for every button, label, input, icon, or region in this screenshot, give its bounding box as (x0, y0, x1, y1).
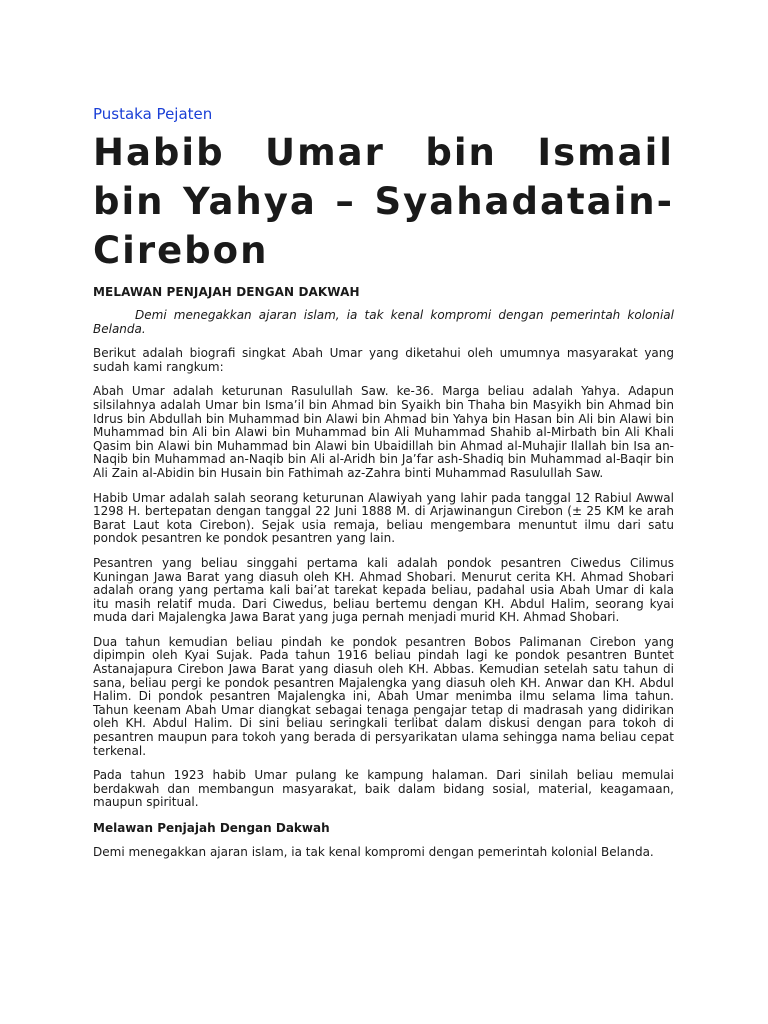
paragraph-birth: Habib Umar adalah salah seorang keturunan Alawiyah yang lahir pada tanggal 12 Rabiul Awwal 1298 H. bertepatan dengan tanggal 22 Juni 1888 M. di Arjawinangun Cirebon (± 25 KM ke arah Barat Laut kota Cirebon). Sejak usia remaja, beliau mengembara menuntut ilmu dari satu pondok pesantren ke pondok pesantren yang lain. (93, 490, 674, 546)
article-subheading: MELAWAN PENJAJAH DENGAN DAKWAH (93, 285, 360, 299)
site-link[interactable]: Pustaka Pejaten (93, 105, 213, 123)
paragraph-later-studies: Dua tahun kemudian beliau pindah ke pondok pesantren Bobos Palimanan Cirebon yang dipimpin oleh Kyai Sujak. Pada tahun 1916 beliau pindah lagi ke pondok pesantren Buntet Astanajapura Cirebon Jawa Barat yang diasuh oleh KH. Abbas. Kemudian setelah satu tahun di sana, beliau pergi ke pondok pesantren Majalengka yang diasuh oleh KH. Anwar dan KH. Abdul Halim. Di pondok pesantren Majalengka ini, Abah Umar menimba ilmu selama lima tahun. Tahun keenam Abah Umar diangkat sebagai tenaga pengajar tetap di madrasah yang didirikan oleh KH. Abdul Halim. Di sini beliau seringkali terlibat dalam diskusi dengan para tokoh di pesantren maupun para tokoh yang berada di persyarikatan ulama sehingga nama beliau cepat terkenal. (93, 634, 674, 758)
document-content (93, 104, 674, 871)
closing-paragraph: Demi menegakkan ajaran islam, ia tak kenal kompromi dengan pemerintah kolonial Belanda. (93, 845, 654, 859)
paragraph-lineage: Abah Umar adalah keturunan Rasulullah Saw. ke-36. Marga beliau adalah Yahya. Adapun silsilahnya adalah Umar bin Isma’il bin Ahmad bin Syaikh bin Thaha bin Masyikh bin Ahmad bin Idrus bin Abdullah bin Muhammad bin Alawi bin Ahmad bin Yahya bin Hasan bin Ali bin Alawi bin Muhammad bin Ali bin Alawi bin Muhammad bin Ali Muhammad Shahib al-Mirbath bin Ali Khali Qasim bin Alawi bin Muhammad bin Alawi bin Ubaidillah bin Ahmad al-Muhajir Ilallah bin Isa an-Naqib bin Muhammad an-Naqib bin Ali al-Aridh bin Ja’far ash-Shadiq bin Muhammad al-Baqir bin Ali Zain al-Abidin bin Husain bin Fathimah az-Zahra binti Muhammad Rasulullah Saw. (93, 384, 674, 480)
article-title: Habib Umar bin Ismail bin Yahya – Syahadatain- Cirebon (93, 131, 674, 272)
paragraph-summary: Berikut adalah biografi singkat Abah Umar yang diketahui oleh umumnya masyarakat yang sudah kami rangkum: (93, 346, 674, 374)
section-heading: Melawan Penjajah Dengan Dakwah (93, 821, 330, 835)
intro-paragraph: Demi menegakkan ajaran islam, ia tak kenal kompromi dengan pemerintah kolonial Belanda. (93, 308, 674, 336)
paragraph-first-pesantren: Pesantren yang beliau singgahi pertama kali adalah pondok pesantren Ciwedus Cilimus Kuningan Jawa Barat yang diasuh oleh KH. Ahmad Shobari. Menurut cerita KH. Ahmad Shobari adalah orang yang pertama kali bai’at tarekat kepada beliau, padahal usia Abah Umar di kala itu masih relatif muda. Dari Ciwedus, beliau bertemu dengan KH. Abdul Halim, seorang kyai muda dari Majalengka Jawa Barat yang juga pernah menjadi murid KH. Ahmad Shobari. (93, 555, 674, 625)
paragraph-return-home: Pada tahun 1923 habib Umar pulang ke kampung halaman. Dari sinilah beliau memulai berdakwah dan membangun masyarakat, baik dalam bidang sosial, material, keagamaan, maupun spiritual. (93, 768, 674, 810)
